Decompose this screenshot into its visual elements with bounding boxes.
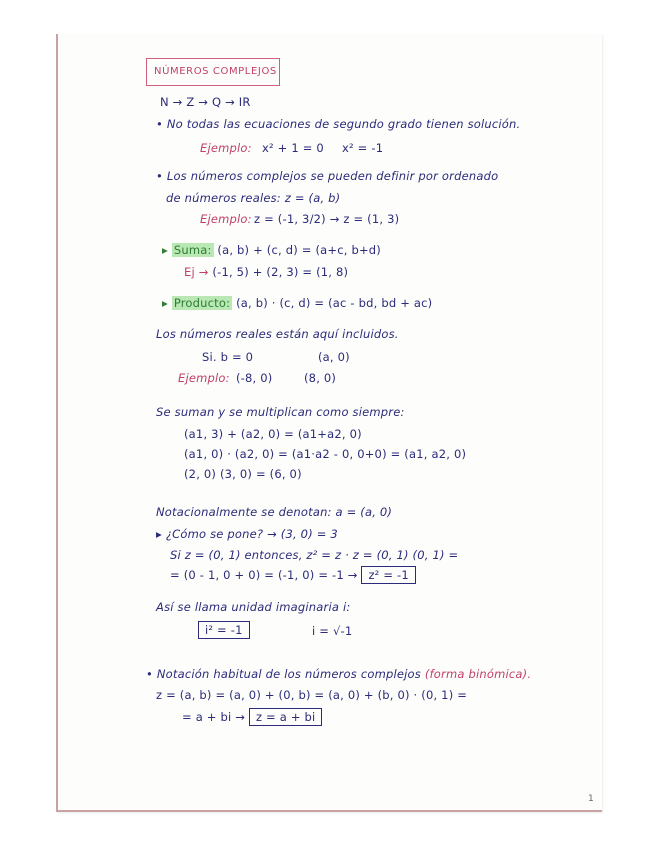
page-title: NÚMEROS COMPLEJOS	[154, 66, 277, 77]
suma-bullet: ▸	[162, 243, 172, 257]
binomial-line: • Notación habitual de los números complejos	[146, 667, 421, 681]
reales-line: Los números reales están aquí incluidos.	[156, 327, 399, 341]
operation-example: (2, 0) (3, 0) = (6, 0)	[184, 467, 302, 481]
producto-bullet: ▸	[162, 296, 172, 310]
producto-row	[162, 296, 432, 310]
reales-example-label: Ejemplo:	[178, 371, 230, 385]
example2-equation: z = (-1, 3/2) → z = (1, 3)	[254, 212, 400, 226]
sets-chain: N → Z → Q → IR	[160, 95, 251, 109]
reales-example-result: (8, 0)	[304, 371, 337, 385]
example1-label: Ejemplo:	[200, 141, 252, 155]
producto-formula: (a, b) · (c, d) = (ac - bd, bd + ac)	[236, 296, 433, 310]
page-number: 1	[588, 794, 594, 804]
suma-formula: (a, b) + (c, d) = (a+c, b+d)	[217, 243, 381, 257]
binomial-form-label: (forma binómica).	[424, 667, 532, 681]
definition-line-1: • Los números complejos se pueden definir por ordenado	[156, 169, 499, 183]
reales-condition: Si. b = 0	[202, 350, 254, 364]
binomial-equation-2: = a + bi →	[182, 710, 246, 724]
z-squared-line-1: Si z = (0, 1) entonces, z² = z · z = (0, 1) (0, 1) =	[170, 548, 459, 562]
operation-product: (a1, 0) · (a2, 0) = (a1·a2 - 0, 0+0) = (a1, a2, 0)	[184, 447, 467, 461]
z-squared-derivation: = (0 - 1, 0 + 0) = (-1, 0) = -1 →	[170, 568, 358, 582]
binomial-equation-1: z = (a, b) = (a, 0) + (0, b) = (a, 0) + (b, 0) · (0, 1) =	[156, 688, 468, 702]
operation-sum: (a1, 3) + (a2, 0) = (a1+a2, 0)	[184, 427, 362, 441]
imaginary-box-row	[198, 623, 250, 637]
suma-example-row	[184, 265, 348, 279]
reales-condition-result: (a, 0)	[318, 350, 350, 364]
definition-line-2: de números reales: z = (a, b)	[166, 191, 341, 205]
binomial-row	[146, 667, 531, 681]
intro-line: • No todas las ecuaciones de segundo grado tienen solución.	[156, 117, 521, 131]
imaginary-unit-line: Así se llama unidad imaginaria i:	[156, 600, 351, 614]
producto-label: Producto:	[173, 296, 231, 310]
how-written-line: ▸ ¿Cómo se pone? → (3, 0) = 3	[156, 527, 338, 541]
example2-label: Ejemplo:	[200, 212, 252, 226]
example1-equation: x² + 1 = 0	[262, 141, 324, 155]
suma-label: Suma:	[173, 243, 212, 257]
i-squared-box: i² = -1	[198, 621, 250, 639]
reales-example: (-8, 0)	[236, 371, 273, 385]
z-squared-line-2	[170, 568, 416, 582]
binomial-result-box: z = a + bi	[249, 708, 322, 726]
z-squared-result-box: z² = -1	[361, 566, 415, 584]
suma-example-label: Ej →	[184, 265, 209, 279]
i-root: i = √-1	[312, 624, 353, 638]
suma-row	[162, 243, 381, 257]
operations-line: Se suman y se multiplican como siempre:	[156, 405, 405, 419]
suma-example: (-1, 5) + (2, 3) = (1, 8)	[212, 265, 349, 279]
example1-result: x² = -1	[342, 141, 384, 155]
binomial-equation-2-row	[182, 710, 322, 724]
notation-line: Notacionalmente se denotan: a = (a, 0)	[156, 505, 393, 519]
